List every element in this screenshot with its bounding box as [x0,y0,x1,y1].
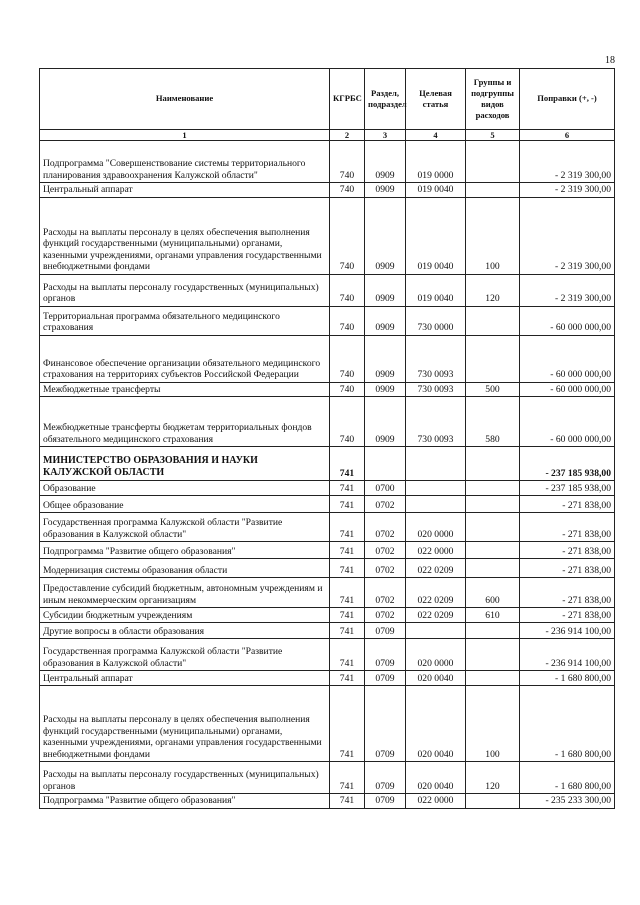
row-name: Другие вопросы в области образования [40,623,330,639]
row-amount: - 236 914 100,00 [520,623,615,639]
row-name: Подпрограмма "Совершенствование системы территориального планирования здравоохранения Калужской области" [40,141,330,183]
row-kgrbs: 741 [330,794,365,809]
row-target [406,496,466,513]
table-row [40,197,615,274]
row-section: 0709 [365,639,406,671]
table-row [40,608,615,623]
row-section: 0909 [365,306,406,335]
row-name: МИНИСТЕРСТВО ОБРАЗОВАНИЯ И НАУКИ КАЛУЖСКОЙ ОБЛАСТИ [40,447,330,481]
row-group: 100 [466,197,520,274]
header-amendments: Поправки (+, -) [520,69,615,130]
row-name: Государственная программа Калужской области "Развитие образования в Калужской области" [40,513,330,542]
row-amount: - 1 680 800,00 [520,686,615,762]
row-group [466,559,520,578]
row-group: 120 [466,762,520,794]
row-section: 0909 [365,197,406,274]
row-amount: - 271 838,00 [520,513,615,542]
row-target [406,447,466,481]
row-amount: - 235 233 300,00 [520,794,615,809]
table-row [40,274,615,306]
row-amount: - 271 838,00 [520,542,615,559]
row-target: 730 0000 [406,306,466,335]
row-group: 120 [466,274,520,306]
header-target: Целевая статья [406,69,466,130]
row-group [466,183,520,198]
row-name: Межбюджетные трансферты [40,382,330,397]
row-group [466,623,520,639]
table-row [40,496,615,513]
row-target: 022 0000 [406,794,466,809]
row-amount: - 271 838,00 [520,559,615,578]
row-group: 600 [466,578,520,608]
table-row [40,794,615,809]
row-section: 0909 [365,141,406,183]
row-kgrbs: 741 [330,542,365,559]
column-number: 4 [406,130,466,141]
row-group [466,671,520,686]
row-target: 730 0093 [406,335,466,382]
row-amount: - 2 319 300,00 [520,197,615,274]
row-target: 020 0000 [406,639,466,671]
row-section: 0909 [365,397,406,447]
table-row [40,513,615,542]
row-amount: - 271 838,00 [520,608,615,623]
table-row [40,671,615,686]
row-group [466,794,520,809]
table-row [40,559,615,578]
row-group: 580 [466,397,520,447]
row-target: 019 0040 [406,274,466,306]
row-name: Подпрограмма "Развитие общего образования" [40,794,330,809]
header-name: Наименование [40,69,330,130]
table-row [40,686,615,762]
row-section: 0702 [365,559,406,578]
row-section: 0702 [365,578,406,608]
row-kgrbs: 741 [330,623,365,639]
row-target [406,623,466,639]
row-group [466,335,520,382]
row-amount: - 271 838,00 [520,496,615,513]
row-amount: - 60 000 000,00 [520,306,615,335]
table-row [40,183,615,198]
row-kgrbs: 741 [330,608,365,623]
row-kgrbs: 741 [330,686,365,762]
row-target: 022 0209 [406,559,466,578]
row-kgrbs: 741 [330,447,365,481]
row-group [466,542,520,559]
table-row [40,141,615,183]
row-target: 730 0093 [406,382,466,397]
column-number: 2 [330,130,365,141]
table-row [40,397,615,447]
row-name: Модернизация системы образования области [40,559,330,578]
row-group [466,496,520,513]
row-target: 020 0040 [406,671,466,686]
table-row [40,382,615,397]
row-name: Расходы на выплаты персоналу государственных (муниципальных) органов [40,274,330,306]
column-number: 6 [520,130,615,141]
row-section: 0702 [365,496,406,513]
column-number-row [40,130,615,141]
row-kgrbs: 741 [330,559,365,578]
row-section: 0709 [365,686,406,762]
row-section: 0909 [365,274,406,306]
row-section: 0909 [365,382,406,397]
row-name: Общее образование [40,496,330,513]
row-target: 730 0093 [406,397,466,447]
table-row [40,623,615,639]
row-target: 020 0040 [406,686,466,762]
table-row [40,306,615,335]
row-name: Территориальная программа обязательного медицинского страхования [40,306,330,335]
table-row [40,578,615,608]
row-amount: - 237 185 938,00 [520,447,615,481]
row-name: Центральный аппарат [40,671,330,686]
row-group: 100 [466,686,520,762]
row-target: 020 0040 [406,762,466,794]
row-amount: - 237 185 938,00 [520,481,615,496]
row-amount: - 1 680 800,00 [520,762,615,794]
row-group [466,481,520,496]
row-kgrbs: 741 [330,578,365,608]
budget-table [39,68,615,809]
row-name: Образование [40,481,330,496]
row-kgrbs: 741 [330,513,365,542]
table-row [40,481,615,496]
header-row [40,69,615,130]
row-amount: - 2 319 300,00 [520,274,615,306]
row-section: 0709 [365,623,406,639]
page-number: 18 [605,55,615,66]
row-target: 022 0209 [406,578,466,608]
row-group [466,141,520,183]
column-number: 5 [466,130,520,141]
row-name: Финансовое обеспечение организации обязательного медицинского страхования на территориях субъектов Российской Федерации [40,335,330,382]
row-target: 022 0209 [406,608,466,623]
row-kgrbs: 741 [330,671,365,686]
row-group [466,639,520,671]
row-section: 0709 [365,762,406,794]
row-group [466,513,520,542]
header-groups: Группы и подгруппы видов расходов [466,69,520,130]
row-section: 0702 [365,542,406,559]
row-amount: - 60 000 000,00 [520,335,615,382]
row-kgrbs: 741 [330,762,365,794]
row-kgrbs: 740 [330,382,365,397]
table-row [40,335,615,382]
row-group: 500 [466,382,520,397]
row-target [406,481,466,496]
row-target: 020 0000 [406,513,466,542]
column-number: 3 [365,130,406,141]
row-name: Подпрограмма "Развитие общего образования" [40,542,330,559]
row-amount: - 1 680 800,00 [520,671,615,686]
row-section: 0909 [365,183,406,198]
row-target: 019 0040 [406,183,466,198]
row-group [466,447,520,481]
row-kgrbs: 740 [330,335,365,382]
row-amount: - 236 914 100,00 [520,639,615,671]
row-name: Субсидии бюджетным учреждениям [40,608,330,623]
row-group: 610 [466,608,520,623]
row-kgrbs: 740 [330,274,365,306]
row-name: Расходы на выплаты персоналу в целях обеспечения выполнения функций государственными (муниципальными) органами, казенными учреждениями, органами управления государственными внебюджетными фондами [40,686,330,762]
row-kgrbs: 740 [330,197,365,274]
header-kgrbs: КГРБС [330,69,365,130]
row-section: 0702 [365,608,406,623]
row-name: Расходы на выплаты персоналу государственных (муниципальных) органов [40,762,330,794]
row-kgrbs: 741 [330,496,365,513]
row-section: 0909 [365,335,406,382]
table-row [40,639,615,671]
column-number: 1 [40,130,330,141]
row-amount: - 271 838,00 [520,578,615,608]
row-section: 0709 [365,671,406,686]
row-kgrbs: 740 [330,141,365,183]
table-row [40,542,615,559]
row-name: Предоставление субсидий бюджетным, автономным учреждениям и иным некоммерческим организациям [40,578,330,608]
row-kgrbs: 741 [330,481,365,496]
row-section: 0702 [365,513,406,542]
table-row [40,447,615,481]
row-section: 0709 [365,794,406,809]
row-target: 019 0040 [406,197,466,274]
row-amount: - 2 319 300,00 [520,183,615,198]
table-row [40,762,615,794]
row-target: 019 0000 [406,141,466,183]
row-name: Центральный аппарат [40,183,330,198]
row-section [365,447,406,481]
row-target: 022 0000 [406,542,466,559]
header-section: Раздел, подраздел [365,69,406,130]
row-kgrbs: 741 [330,639,365,671]
row-section: 0700 [365,481,406,496]
row-name: Государственная программа Калужской области "Развитие образования в Калужской области" [40,639,330,671]
row-amount: - 2 319 300,00 [520,141,615,183]
row-name: Межбюджетные трансферты бюджетам территориальных фондов обязательного медицинского страхования [40,397,330,447]
row-group [466,306,520,335]
row-name: Расходы на выплаты персоналу в целях обеспечения выполнения функций государственными (муниципальными) органами, казенными учреждениями, органами управления государственными внебюджетными фондами [40,197,330,274]
row-amount: - 60 000 000,00 [520,397,615,447]
row-kgrbs: 740 [330,397,365,447]
row-amount: - 60 000 000,00 [520,382,615,397]
row-kgrbs: 740 [330,183,365,198]
row-kgrbs: 740 [330,306,365,335]
